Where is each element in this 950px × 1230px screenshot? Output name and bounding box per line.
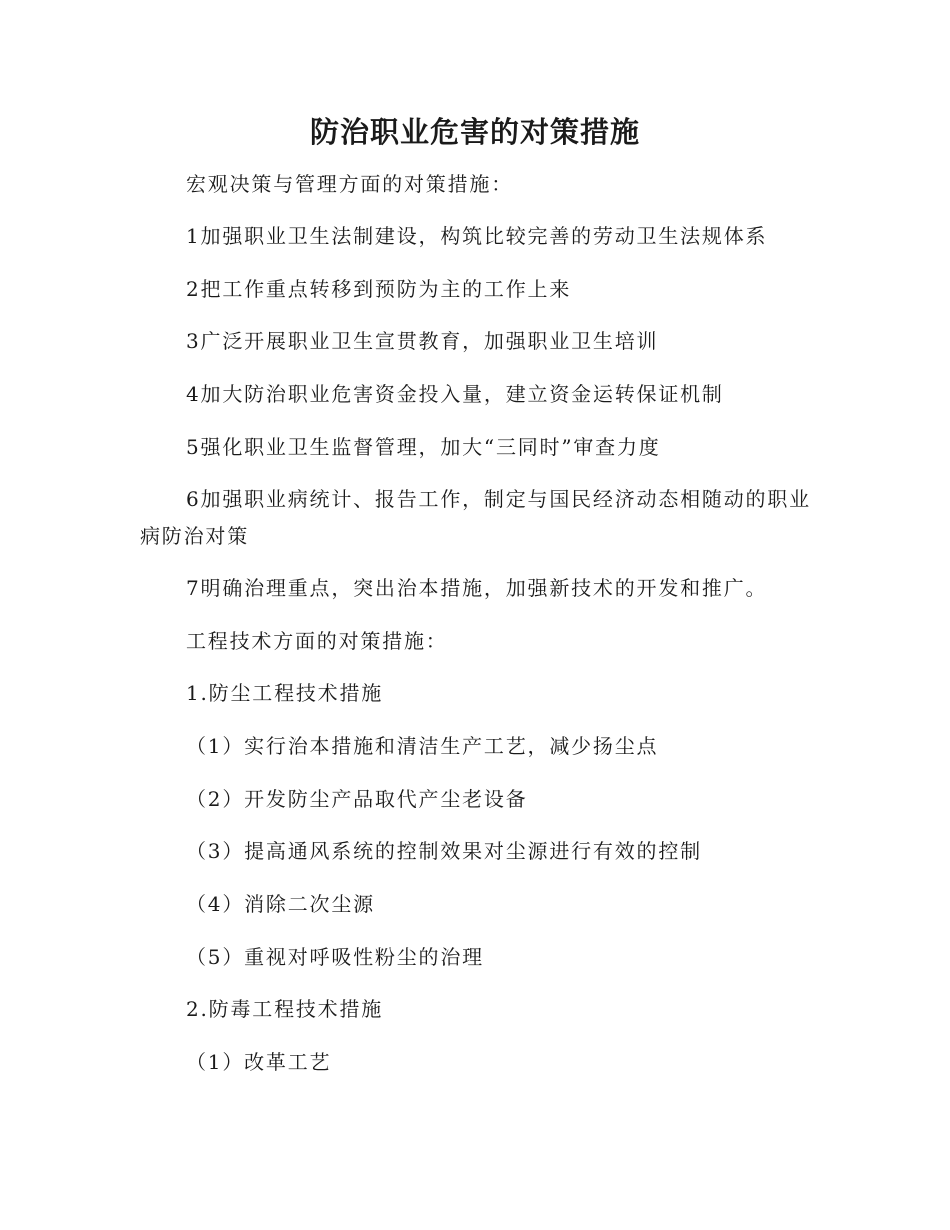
list-item-dust-3: （3）提高通风系统的控制效果对尘源进行有效的控制 <box>186 839 702 863</box>
list-item-dust-2: （2）开发防尘产品取代产尘老设备 <box>186 787 528 811</box>
subsection-dust-control: 1.防尘工程技术措施 <box>186 681 384 705</box>
subsection-toxic-control: 2.防毒工程技术措施 <box>186 997 384 1021</box>
paragraph-item-4: 4加大防治职业危害资金投入量，建立资金运转保证机制 <box>186 382 724 406</box>
list-item-dust-4: （4）消除二次尘源 <box>186 892 375 916</box>
list-item-toxic-1: （1）改革工艺 <box>186 1050 332 1074</box>
section-heading-engineering: 工程技术方面的对策措施： <box>186 629 448 653</box>
document-title: 防治职业危害的对策措施 <box>309 115 640 149</box>
paragraph-item-6: 6加强职业病统计、报告工作，制定与国民经济动态相随动的职业病防治对策 <box>140 487 811 548</box>
paragraph-item-2: 2把工作重点转移到预防为主的工作上来 <box>186 277 572 301</box>
list-item-dust-1: （1）实行治本措施和清洁生产工艺，减少扬尘点 <box>186 734 659 758</box>
list-item-dust-5: （5）重视对呼吸性粉尘的治理 <box>186 945 484 969</box>
section-heading-macro: 宏观决策与管理方面的对策措施： <box>186 172 513 196</box>
paragraph-item-3: 3广泛开展职业卫生宣贯教育，加强职业卫生培训 <box>186 329 659 353</box>
paragraph-item-5: 5强化职业卫生监督管理，加大“三同时”审查力度 <box>186 435 661 459</box>
paragraph-item-7: 7明确治理重点，突出治本措施，加强新技术的开发和推广。 <box>186 576 768 600</box>
paragraph-item-1: 1加强职业卫生法制建设，构筑比较完善的劳动卫生法规体系 <box>186 224 768 248</box>
